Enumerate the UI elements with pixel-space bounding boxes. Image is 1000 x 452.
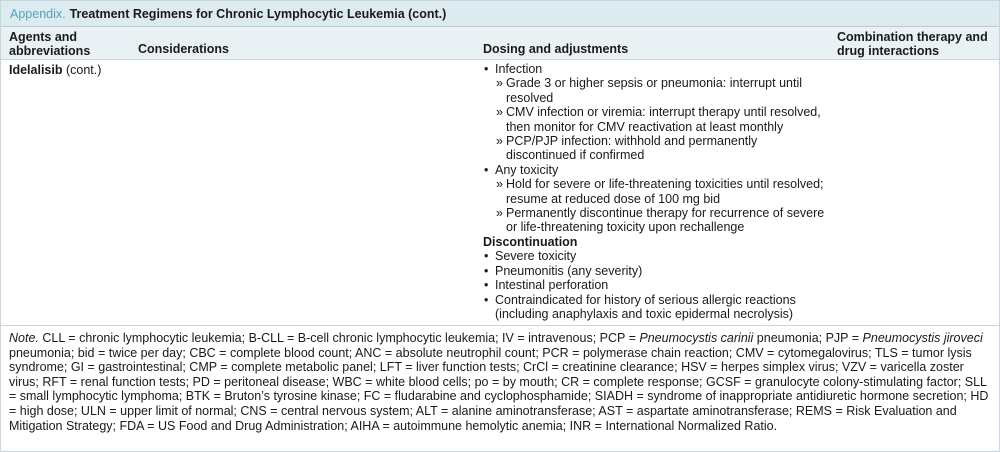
dosing-list: [483, 62, 828, 235]
note-italic-1: Pneumocystis carinii: [639, 331, 754, 345]
agent-cell: [9, 63, 101, 77]
header-dosing: Dosing and adjustments: [483, 42, 629, 56]
list-item: • Pneumonitis (any severity): [483, 264, 828, 278]
table-title: [1, 1, 999, 27]
agent-name: Idelalisib: [9, 63, 63, 77]
list-item: » Grade 3 or higher sepsis or pneumonia: interrupt until resolved: [483, 76, 828, 105]
list-item: » Hold for severe or life-threatening toxicities until resolved; resume at reduced dose of 100 mg bid: [483, 177, 828, 206]
table-header-row: [1, 27, 999, 60]
table-footnote: [9, 331, 994, 433]
list-item: » CMV infection or viremia: interrupt therapy until resolved, then monitor for CMV reactivation at least monthly: [483, 105, 828, 134]
note-text-1: CLL = chronic lymphocytic leukemia; B-CLL = B-cell chronic lymphocytic leukemia; IV = intravenous; PCP =: [38, 331, 640, 345]
note-text-3: pneumonia; bid = twice per day; CBC = complete blood count; ANC = absolute neutrophil count; PCR = polymerase chain reaction; CMV = cytomegalovirus; TLS = tumor lysis syndrome; GI = gastrointestinal; CMP = complete metabolic panel; LFT = liver function tests; CrCl = creatinine clearance; HSV = herpes simplex virus; VZV = varicella zoster virus; RFT = renal function tests; PD = peritoneal disease; WBC = white blood cells; po = by mouth; CR = complete response; GCSF = granulocyte colony-stimulating factor; SLL = small lymphocytic lymphoma; BTK = Bruton’s tyrosine kinase; FC = fludarabine and cyclophosphamide; SIADH = syndrome of inappropriate antidiuretic hormone secretion; HD = high dose; ULN = upper limit of normal; CNS = central nervous system; ALT = alanine aminotransferase; AST = aspartate aminotransferase; REMS = Risk Evaluation and Mitigation Strategy; FDA = US Food and Drug Administration; AIHA = autoimmune hemolytic anemia; INR = International Normalized Ratio.: [9, 345, 989, 433]
table-title-text: Treatment Regimens for Chronic Lymphocytic Leukemia (cont.): [69, 6, 447, 21]
list-item: » Permanently discontinue therapy for recurrence of severe or life-threatening toxicity upon rechallenge: [483, 206, 828, 235]
dosing-infection: • Infection: [483, 62, 828, 76]
list-item: » PCP/PJP infection: withhold and permanently discontinued if confirmed: [483, 134, 828, 163]
list-item: • Intestinal perforation: [483, 278, 828, 292]
header-considerations: Considerations: [138, 42, 229, 56]
header-combination: Combination therapy and drug interactions: [837, 30, 988, 58]
table-row: [1, 60, 999, 326]
discontinuation-list: [483, 249, 828, 321]
note-label: Note.: [9, 331, 39, 345]
note-text-2: pneumonia; PJP =: [753, 331, 863, 345]
header-agents: Agents and abbreviations: [9, 30, 91, 58]
note-italic-2: Pneumocystis jiroveci: [862, 331, 983, 345]
list-item: • Contraindicated for history of serious allergic reactions (including anaphylaxis and toxic epidermal necrolysis): [483, 293, 828, 322]
agent-suffix: (cont.): [62, 63, 102, 77]
dosing-cell: [483, 62, 828, 321]
table-title-prefix: Appendix.: [10, 6, 66, 21]
dosing-toxicity: • Any toxicity: [483, 163, 828, 177]
list-item: • Severe toxicity: [483, 249, 828, 263]
discontinuation-heading: Discontinuation: [483, 234, 578, 249]
